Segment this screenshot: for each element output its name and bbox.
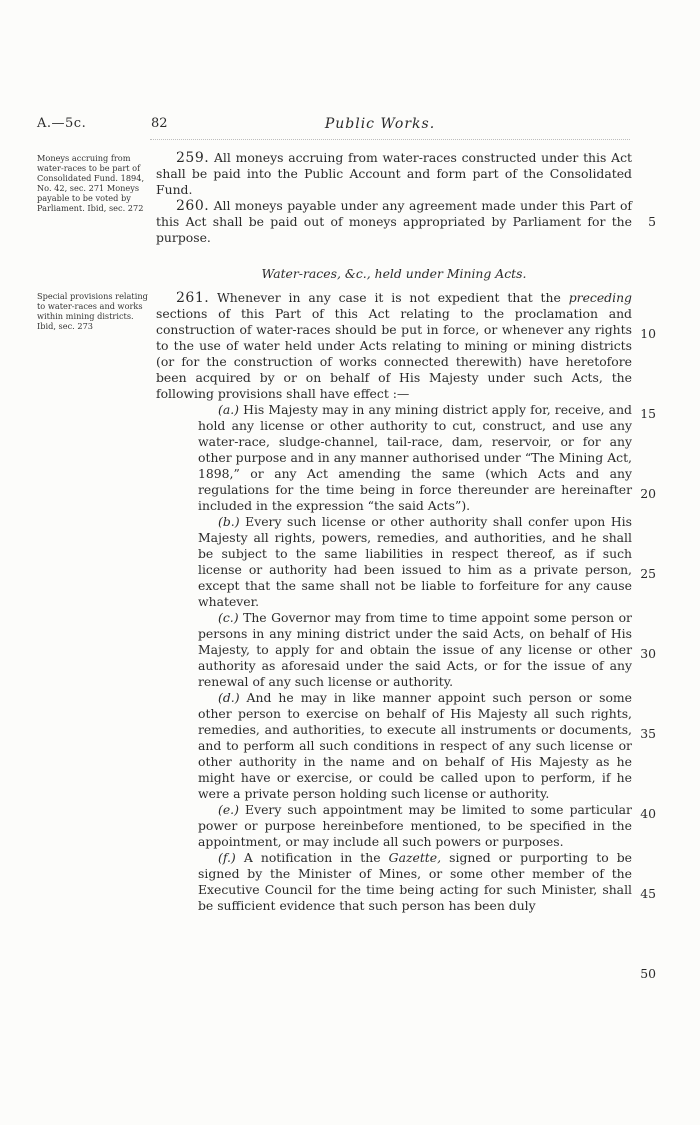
clause-label: (d.): [218, 690, 240, 705]
clause-label: (a.): [218, 402, 239, 417]
sections-259-260: [156, 150, 632, 246]
line-number: 30: [640, 646, 656, 661]
section-text-italic: preceding: [568, 290, 632, 305]
clause-a: [156, 402, 632, 514]
section-number: 259.: [176, 150, 210, 166]
gazette-italic: Gazette,: [388, 850, 442, 865]
margin-note-2: Special provisions relating to water-races and works within mining districts. Ibid, sec. 273: [37, 291, 148, 331]
line-number: 20: [640, 486, 656, 501]
clause-label: (e.): [218, 802, 239, 817]
section-text: sections of this Part of this Act relating to the proclamation and construction of water-races should be put in force, or whenever any rights to the use of water held under Acts relating to mining or mining districts (or for the construction of works connected therewith) have heretofore been acquired by or on behalf of His Majesty under such Acts, the following provisions shall have effect :—: [156, 306, 632, 401]
clause-text: And he may in like manner appoint such person or some other person to exercise on behalf of His Majesty all such rights, remedies, and authorities, to execute all instruments or documents, and to perform all such conditions in respect of any such license or other authority in the name and on behalf of His Majesty as he might have or exercise, or could be called upon to perform, if he were a private person holding such license or authority.: [198, 690, 632, 801]
clause-label: (b.): [218, 514, 240, 529]
section-number: 261.: [176, 290, 210, 306]
clause-c: [156, 610, 632, 690]
clause-text: The Governor may from time to time appoint some person or persons in any mining district under the said Acts, on behalf of His Majesty, to apply for and obtain the issue of any license or other authority as aforesaid under the said Acts, or for the issue of any renewal of any such license or authority.: [198, 610, 632, 689]
section-260: [156, 198, 632, 246]
section-261-block: [156, 290, 632, 914]
line-number: 25: [640, 566, 656, 581]
section-heading: Water-races, &c., held under Mining Acts.: [261, 266, 527, 281]
line-number: 50: [640, 966, 656, 981]
clause-text: Every such appointment may be limited to some particular power or purpose hereinbefore mentioned, to be specified in the appointment, or may include all such powers or purposes.: [198, 802, 632, 849]
clause-f: [156, 850, 632, 914]
clause-text: His Majesty may in any mining district apply for, receive, and hold any license or other authority to cut, construct, and use any water-race, sludge-channel, tail-race, dam, reservoir, or for any other purpose and in any manner authorised under “The Mining Act, 1898,” or any Act amending the same (which Acts and any regulations for the time being in force thereunder are hereinafter included in the expression “the said Acts”).: [198, 402, 632, 513]
clause-label: (f.): [218, 850, 236, 865]
section-261: [156, 290, 632, 402]
header-reference: A.—5c.: [37, 116, 87, 131]
line-number: 45: [640, 886, 656, 901]
clause-e: [156, 802, 632, 850]
clause-d: [156, 690, 632, 802]
section-text: Whenever in any case it is not expedient that the: [217, 290, 561, 305]
header-rule: [150, 139, 630, 140]
clause-text: signed or purporting to be signed by the Minister of Mines, or some other member of the Executive Council for the time being acting for such Minister, shall be sufficient evidence that such person has been duly: [198, 850, 632, 913]
section-259: [156, 150, 632, 198]
line-number: 35: [640, 726, 656, 741]
clause-text: A notification in the: [243, 850, 381, 865]
line-number: 15: [640, 406, 656, 421]
page-number: 82: [151, 116, 168, 131]
clause-text: Every such license or other authority shall confer upon His Majesty all rights, powers, remedies, and authorities, and he shall be subject to the same liabilities in respect thereof, as if such license or authority had been issued to him as a private person, except that the same shall not be liable to forfeiture for any cause whatever.: [198, 514, 632, 609]
line-number: 5: [648, 214, 656, 229]
clause-b: [156, 514, 632, 610]
page-title: Public Works.: [324, 116, 436, 132]
line-number: 10: [640, 326, 656, 341]
section-text: All moneys payable under any agreement made under this Part of this Act shall be paid out of moneys appropriated by Parliament for the purpose.: [156, 198, 632, 245]
clause-label: (c.): [218, 610, 239, 625]
line-number: 40: [640, 806, 656, 821]
margin-note-1: Moneys accruing from water-races to be part of Consolidated Fund. 1894, No. 42, sec. 271 Moneys payable to be voted by Parliament. Ibid, sec. 272: [37, 153, 145, 213]
section-text: All moneys accruing from water-races constructed under this Act shall be paid into the Public Account and form part of the Consolidated Fund.: [156, 150, 632, 197]
section-number: 260.: [176, 198, 210, 214]
